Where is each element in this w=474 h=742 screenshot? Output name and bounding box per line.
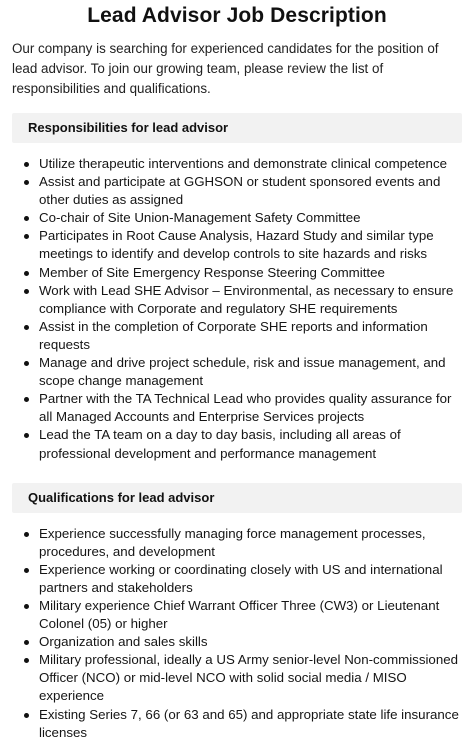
list-item-text: Assist in the completion of Corporate SHE reports and information requests [39,318,428,352]
responsibilities-heading: Responsibilities for lead advisor [12,113,462,143]
list-item [12,318,462,354]
list-item-text: Manage and drive project schedule, risk and issue management, and scope change management [39,355,446,389]
list-item [12,173,462,209]
list-item [12,525,462,561]
responsibilities-list [12,155,462,463]
list-item [12,651,462,705]
list-item [12,561,462,597]
bullet-icon [24,289,29,294]
list-item [12,354,462,390]
intro-paragraph: Our company is searching for experienced candidates for the position of lead advisor. To join our growing team, please review the list of responsibilities and qualifications. [12,41,439,96]
list-item-text: Work with Lead SHE Advisor – Environmental, as necessary to ensure compliance with Corporate and regulatory SHE requirements [39,282,454,316]
bullet-icon [24,397,29,402]
qualifications-heading: Qualifications for lead advisor [12,483,462,513]
list-item [12,264,462,282]
bullet-icon [24,361,29,366]
list-item [12,155,462,173]
list-item-text: Military experience Chief Warrant Officer Three (CW3) or Lieutenant Colonel (05) or higher [39,597,440,632]
bullet-icon [24,532,29,537]
list-item [12,282,462,318]
bullet-icon [24,713,29,718]
list-item-text: Partner with the TA Technical Lead who provides quality assurance for all Managed Accounts and Enterprise Services projects [39,391,452,425]
bullet-icon [24,604,29,609]
bullet-icon [24,216,29,221]
list-item [12,706,462,742]
list-item-text: Member of Site Emergency Response Steering Committee [39,264,385,280]
list-item [12,426,462,462]
list-item-text: Participates in Root Cause Analysis, Hazard Study and similar type meetings to identify and develop controls to site hazards and risks [39,228,434,262]
list-item-text: Lead the TA team on a day to day basis, including all areas of professional development and performance management [39,427,401,461]
list-item-text: Co-chair of Site Union-Management Safety Committee [39,210,361,226]
list-item [12,633,462,651]
list-item-text: Utilize therapeutic interventions and demonstrate clinical competence [39,156,447,171]
list-item-text: Assist and participate at GGHSON or student sponsored events and other duties as assigned [39,174,441,208]
bullet-icon [24,271,29,276]
bullet-icon [24,162,29,167]
bullet-icon [24,658,29,663]
qualifications-list [12,525,462,742]
bullet-icon [24,640,29,645]
list-item-text: Organization and sales skills [39,634,208,650]
page-title: Lead Advisor Job Description [87,4,387,27]
bullet-icon [24,180,29,185]
bullet-icon [24,568,29,573]
bullet-icon [24,433,29,438]
list-item [12,209,462,227]
list-item-text: Existing Series 7, 66 (or 63 and 65) and appropriate state life insurance licenses [39,706,459,740]
bullet-icon [24,325,29,330]
list-item-text: Experience successfully managing force management processes, procedures, and development [39,525,426,559]
list-item [12,390,462,426]
list-item-text: Military professional, ideally a US Army senior-level Non-commissioned Officer (NCO) or mid-level NCO with solid social media / MISO experience [39,652,459,704]
list-item-text: Experience working or coordinating closely with US and international partners and stakeholders [39,561,443,595]
list-item [12,227,462,263]
bullet-icon [24,234,29,239]
list-item [12,597,462,633]
